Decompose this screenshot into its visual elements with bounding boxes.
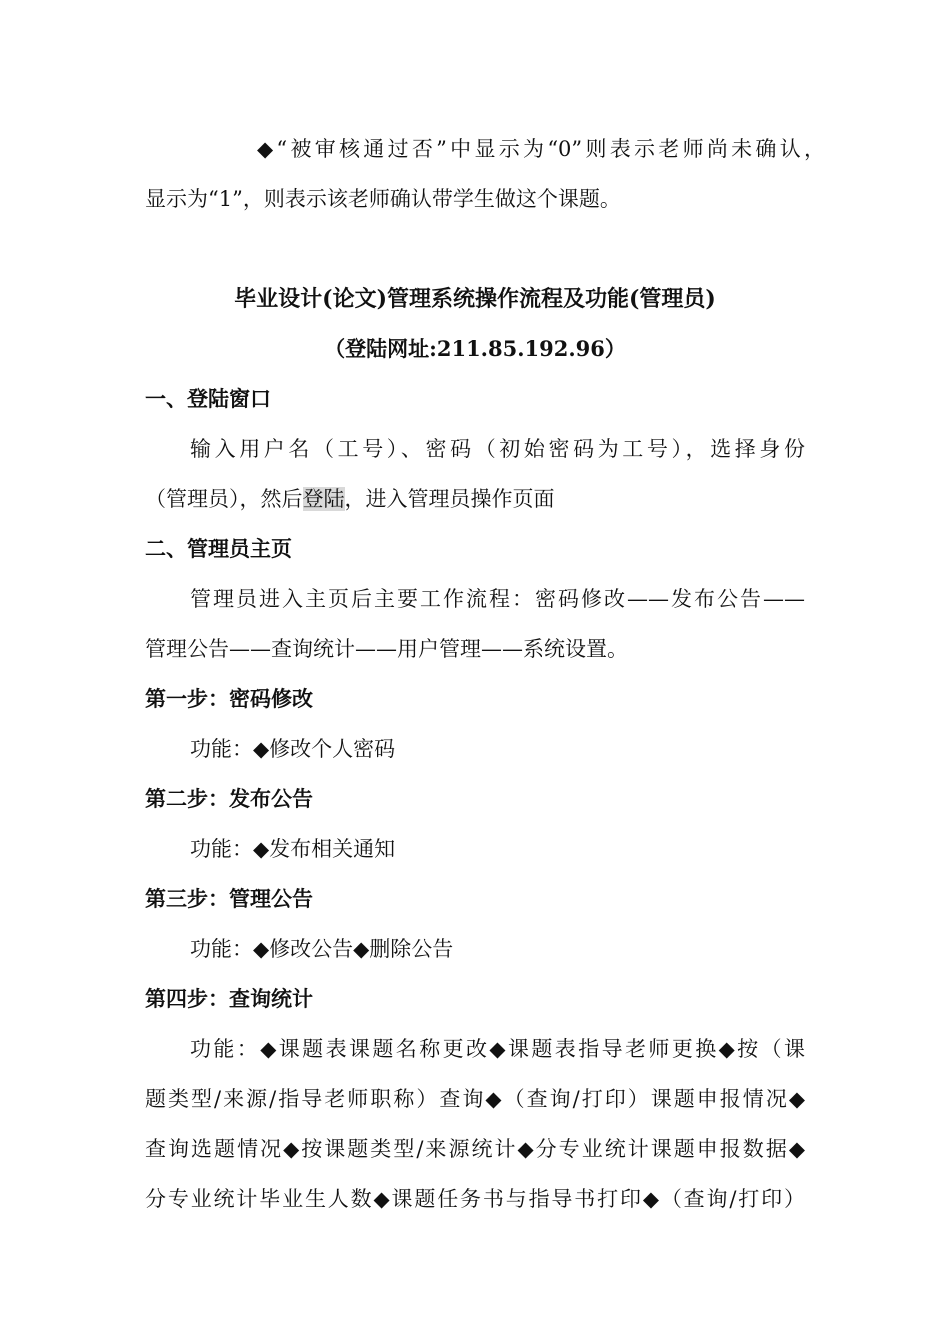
step4-line-2: 题类型/来源/指导老师职称）查询◆（查询/打印）课题申报情况◆ [145,1087,805,1111]
section1-line-2-post: ，进入管理员操作页面 [344,487,555,511]
section1-line-2-pre: （管理员），然后 [145,487,303,511]
document-title: 毕业设计(论文)管理系统操作流程及功能(管理员) [234,286,716,312]
section2-line-1: 管理员进入主页后主要工作流程：密码修改——发布公告—— [190,587,805,611]
highlighted-login-text: 登陆 [302,487,345,511]
step4-heading: 第四步：查询统计 [145,986,313,1011]
step2-heading: 第二步：发布公告 [145,786,313,811]
section2-line-2: 管理公告——查询统计——用户管理——系统设置。 [145,637,628,661]
section2-heading: 二、管理员主页 [145,536,292,561]
document-subtitle: （登陆网址:211.85.192.96） [324,336,626,361]
step4-line-1: 功能：◆课题表课题名称更改◆课题表指导老师更换◆按（课 [190,1037,805,1061]
step3-function: 功能：◆修改公告◆删除公告 [190,937,454,961]
section1-heading: 一、登陆窗口 [145,386,271,411]
step4-line-3: 查询选题情况◆按课题类型/来源统计◆分专业统计课题申报数据◆ [145,1137,805,1161]
step4-line-4: 分专业统计毕业生人数◆课题任务书与指导书打印◆（查询/打印） [145,1187,805,1211]
section1-line-1: 输入用户名（工号）、密码（初始密码为工号），选择身份 [190,437,805,461]
intro-line-1: ◆“被审核通过否”中显示为“0”则表示老师尚未确认， [257,137,825,161]
section1-line-2 [145,484,805,514]
step3-heading: 第三步：管理公告 [145,886,313,911]
intro-line-2: 显示为“1”，则表示该老师确认带学生做这个课题。 [145,187,621,211]
step1-heading: 第一步：密码修改 [145,686,313,711]
step2-function: 功能：◆发布相关通知 [190,837,396,861]
step1-function: 功能：◆修改个人密码 [190,737,396,761]
